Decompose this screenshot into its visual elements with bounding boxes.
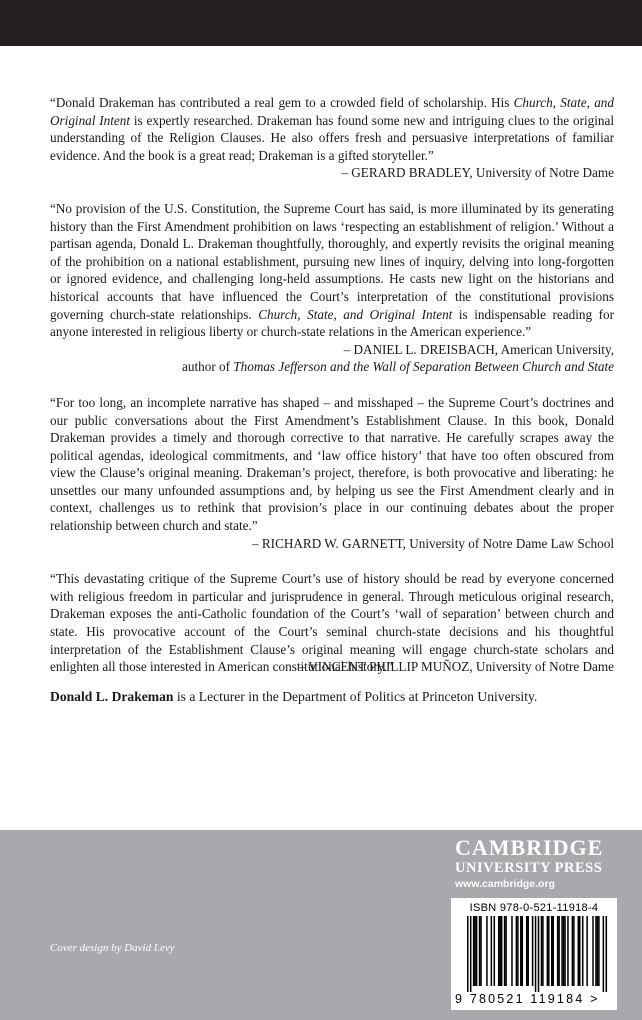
barcode-bar: [479, 916, 481, 986]
quote-text: “For too long, an incomplete narrative has shaped – and misshaped – the Supreme Court’s doctrines and our public conversations about the First Amendment’s Establishment Clause. In this book, Donald Drakeman provides a timely and thorough corrective to that narrative. He carefully scrapes away the political agendas, ideological commitments, and ‘law office history’ that have too often obscured from view the Clause’s original meaning. Drakeman’s project, therefore, is both provocative and liberating: he unsettles our many unfounded assumptions and, by helping us see the First Amendment clearly and in context, challenges us to rethink that provision’s place in our continuing debates about the proper relationship between church and state.”: [50, 394, 614, 534]
barcode-bar: [505, 916, 507, 986]
barcode-bar: [538, 916, 540, 992]
barcode: [457, 916, 611, 992]
author-bio-text: is a Lecturer in the Department of Politics at Princeton University.: [173, 688, 538, 704]
quote-attribution-line-2: author of Thomas Jefferson and the Wall of Separation Between Church and State: [182, 359, 614, 375]
barcode-bar: [564, 916, 566, 986]
barcode-bar: [470, 916, 472, 992]
barcode-bar: [567, 916, 569, 986]
barcode-bar: [592, 916, 594, 986]
barcode-bar: [494, 916, 496, 986]
barcode-bar: [597, 916, 599, 986]
barcode-bar: [504, 916, 506, 986]
quote-attribution: – GERARD BRADLEY, University of Notre Dame: [341, 165, 614, 181]
barcode-digits: 9 780521 119184 >: [455, 992, 600, 1006]
barcode-bar: [498, 916, 500, 986]
barcode-bar: [563, 916, 565, 986]
back-cover-text: [50, 94, 614, 706]
barcode-bar: [578, 916, 580, 986]
barcode-bar: [561, 916, 563, 986]
quote-text: “No provision of the U.S. Constitution, the Supreme Court has said, is more illuminated by its generating history than the First Amendment prohibition on laws ‘respecting an establishment of religion.’ Without a partisan agenda, Donald L. Drakeman thoughtfully, thoroughly, and expertly revisits the original meaning of the prohibition on a national establishment, pursuing new lines of inquiry, delving into long-forgotten or ignored evidence, and challenging long-held assumptions. He casts new light on the historians and historical accounts that have influenced the Court’s interpretation of the constitutional provisions governing church-state relationships. Church, State, and Original Intent is indispensable reading for anyone interested in religious liberty or church-state relations in the American experience.”: [50, 200, 614, 340]
barcode-bar: [595, 916, 597, 986]
barcode-bar: [501, 916, 503, 986]
barcode-bar: [532, 916, 534, 986]
barcode-bar: [511, 916, 513, 986]
barcode-bar: [557, 916, 559, 986]
barcode-bar: [552, 916, 554, 986]
barcode-bar: [486, 916, 488, 986]
barcode-bar: [551, 916, 553, 986]
barcode-bar: [573, 916, 575, 986]
endorsement-quote: [50, 200, 614, 376]
barcode-bar: [547, 916, 549, 986]
endorsement-quote: [50, 570, 614, 676]
author-bio: [50, 688, 614, 706]
publisher-name-line-2: UNIVERSITY PRESS: [455, 860, 603, 876]
barcode-bar: [586, 916, 588, 986]
quote-attribution: – DANIEL L. DREISBACH, American University,: [343, 341, 614, 357]
barcode-bar: [542, 916, 544, 986]
barcode-bar: [491, 916, 493, 986]
barcode-bar: [579, 916, 581, 986]
barcode-bar: [606, 916, 608, 992]
barcode-bar: [517, 916, 519, 986]
barcode-bar: [582, 916, 584, 986]
barcode-bar: [603, 916, 605, 992]
barcode-bar: [527, 916, 529, 986]
barcode-panel: [451, 898, 617, 1010]
endorsement-quote: [50, 94, 614, 182]
barcode-bar: [480, 916, 482, 986]
barcode-bar: [526, 916, 528, 986]
barcode-bar: [516, 916, 518, 986]
barcode-bar: [522, 916, 524, 986]
isbn-label: ISBN 978-0-521-11918-4: [469, 902, 599, 914]
endorsement-quote: [50, 394, 614, 552]
barcode-bar: [598, 916, 600, 986]
barcode-bar: [541, 916, 543, 986]
barcode-bar: [473, 916, 475, 986]
barcode-bar: [476, 916, 478, 986]
barcode-bar: [474, 916, 476, 986]
publisher-name: CAMBRIDGE: [455, 835, 604, 860]
quote-text: “Donald Drakeman has contributed a real gem to a crowded field of scholarship. His Church, State, and Original Intent is expertly researched. Drakeman has found some new and intriguing clues to the original understanding of the Religion Clauses. He also offers fresh and persuasive interpretations of familiar evidence. And the book is a great read; Drakeman is a gifted storyteller.”: [50, 95, 614, 163]
cover-credit: Cover design by David Levy: [50, 942, 175, 954]
quote-attribution: – RICHARD W. GARNETT, University of Notre Dame Law School: [252, 535, 614, 551]
barcode-bar: [520, 916, 522, 986]
publisher-logo: [455, 836, 603, 890]
quote-text: “This devastating critique of the Supreme Court’s use of history should be read by everyone concerned with religious freedom in particular and jurisprudence in general. Through meticulous original research, Drakeman exposes the anti-Catholic foundation of the Court’s ‘wall of separation’ between church and state. His provocative account of the Court’s seminal church-state decisions and his thoughtful interpretation of the Establishment Clause’s original meaning will engage church-state scholars and enlighten all those interested in American constitutional history.”: [50, 571, 614, 675]
barcode-bar: [558, 916, 560, 986]
barcode-bar: [467, 916, 469, 992]
barcode-bar: [572, 916, 574, 986]
barcode-bar: [548, 916, 550, 986]
publisher-url: www.cambridge.org: [455, 878, 555, 890]
author-name: Donald L. Drakeman: [50, 688, 174, 704]
top-bar: [0, 0, 642, 46]
barcode-bar: [499, 916, 501, 986]
barcode-bar: [535, 916, 537, 992]
quote-attribution: – VINCENT PHILLIP MUÑOZ, University of Notre Dame: [298, 659, 614, 675]
